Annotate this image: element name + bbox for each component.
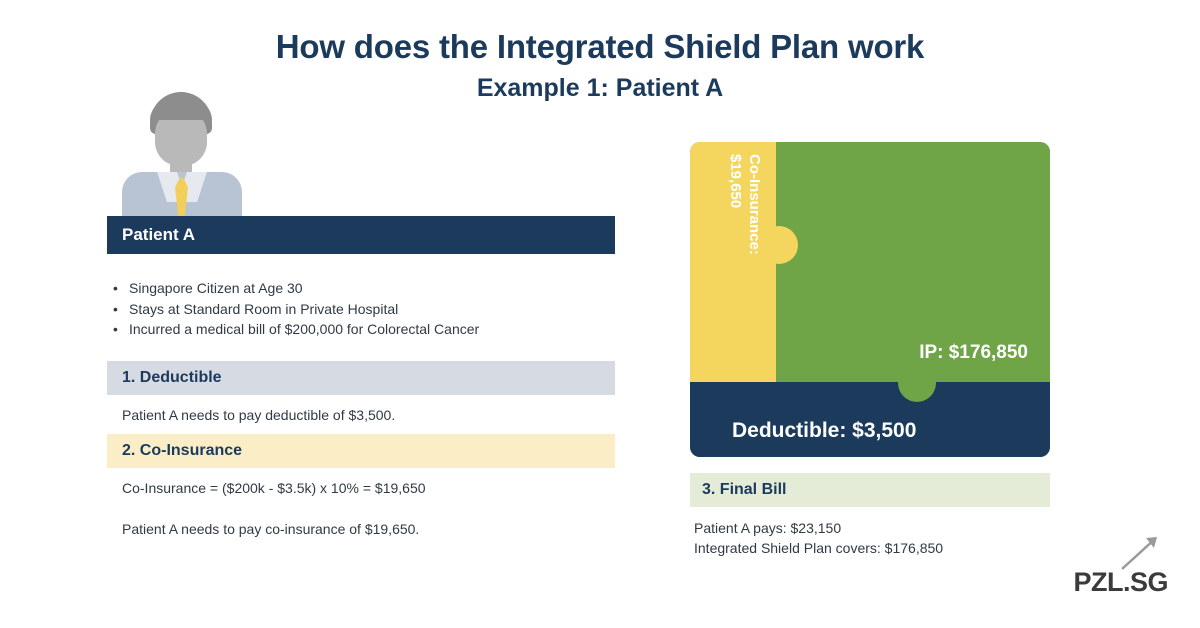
brand-logo — [1043, 536, 1168, 598]
final-bill-plan-covers: Integrated Shield Plan covers: $176,850 — [694, 540, 944, 556]
puzzle-knob-horizontal — [898, 364, 936, 402]
list-item: • Stays at Standard Room in Private Hospital — [129, 300, 615, 320]
brand-logo-text: PZL.SG — [1073, 567, 1168, 597]
page-title: How does the Integrated Shield Plan work — [275, 28, 925, 65]
coinsurance-formula: Co-Insurance = ($200k - $3.5k) x 10% = $19,650 — [122, 479, 426, 496]
diagram-ip-label: IP: $176,850 — [919, 342, 1028, 363]
diagram-segment-ip — [776, 142, 1050, 382]
patient-details-panel — [107, 216, 615, 548]
list-item: • Singapore Citizen at Age 30 — [129, 279, 615, 299]
coinsurance-text: Patient A needs to pay co-insurance of $19,650. — [122, 520, 420, 537]
final-bill-patient-pays: Patient A pays: $23,150 — [694, 520, 842, 536]
patient-bullet-list — [107, 268, 615, 347]
diagram-segment-deductible — [690, 382, 1050, 457]
diagram-coinsurance-label — [690, 142, 776, 382]
patient-avatar-icon — [122, 92, 242, 220]
swoosh-icon — [1116, 536, 1162, 570]
cost-breakdown-diagram — [690, 142, 1050, 457]
final-bill-lines — [690, 507, 1050, 558]
page-subtitle: Example 1: Patient A — [476, 74, 724, 102]
final-bill-panel — [690, 473, 1050, 558]
section-header-coinsurance: 2. Co-Insurance — [107, 434, 615, 468]
spacer — [107, 502, 615, 520]
patient-header: Patient A — [107, 216, 615, 254]
avatar-fringe — [150, 100, 212, 120]
section-header-deductible: 1. Deductible — [107, 361, 615, 395]
diagram-coinsurance-title: Co-Insurance: — [746, 154, 763, 255]
section-header-final-bill: 3. Final Bill — [690, 473, 1050, 507]
list-item: • Incurred a medical bill of $200,000 for Colorectal Cancer — [129, 320, 615, 340]
diagram-deductible-label: Deductible: $3,500 — [732, 419, 917, 442]
deductible-text: Patient A needs to pay deductible of $3,500. — [122, 406, 396, 423]
diagram-coinsurance-value: $19,650 — [727, 154, 744, 209]
